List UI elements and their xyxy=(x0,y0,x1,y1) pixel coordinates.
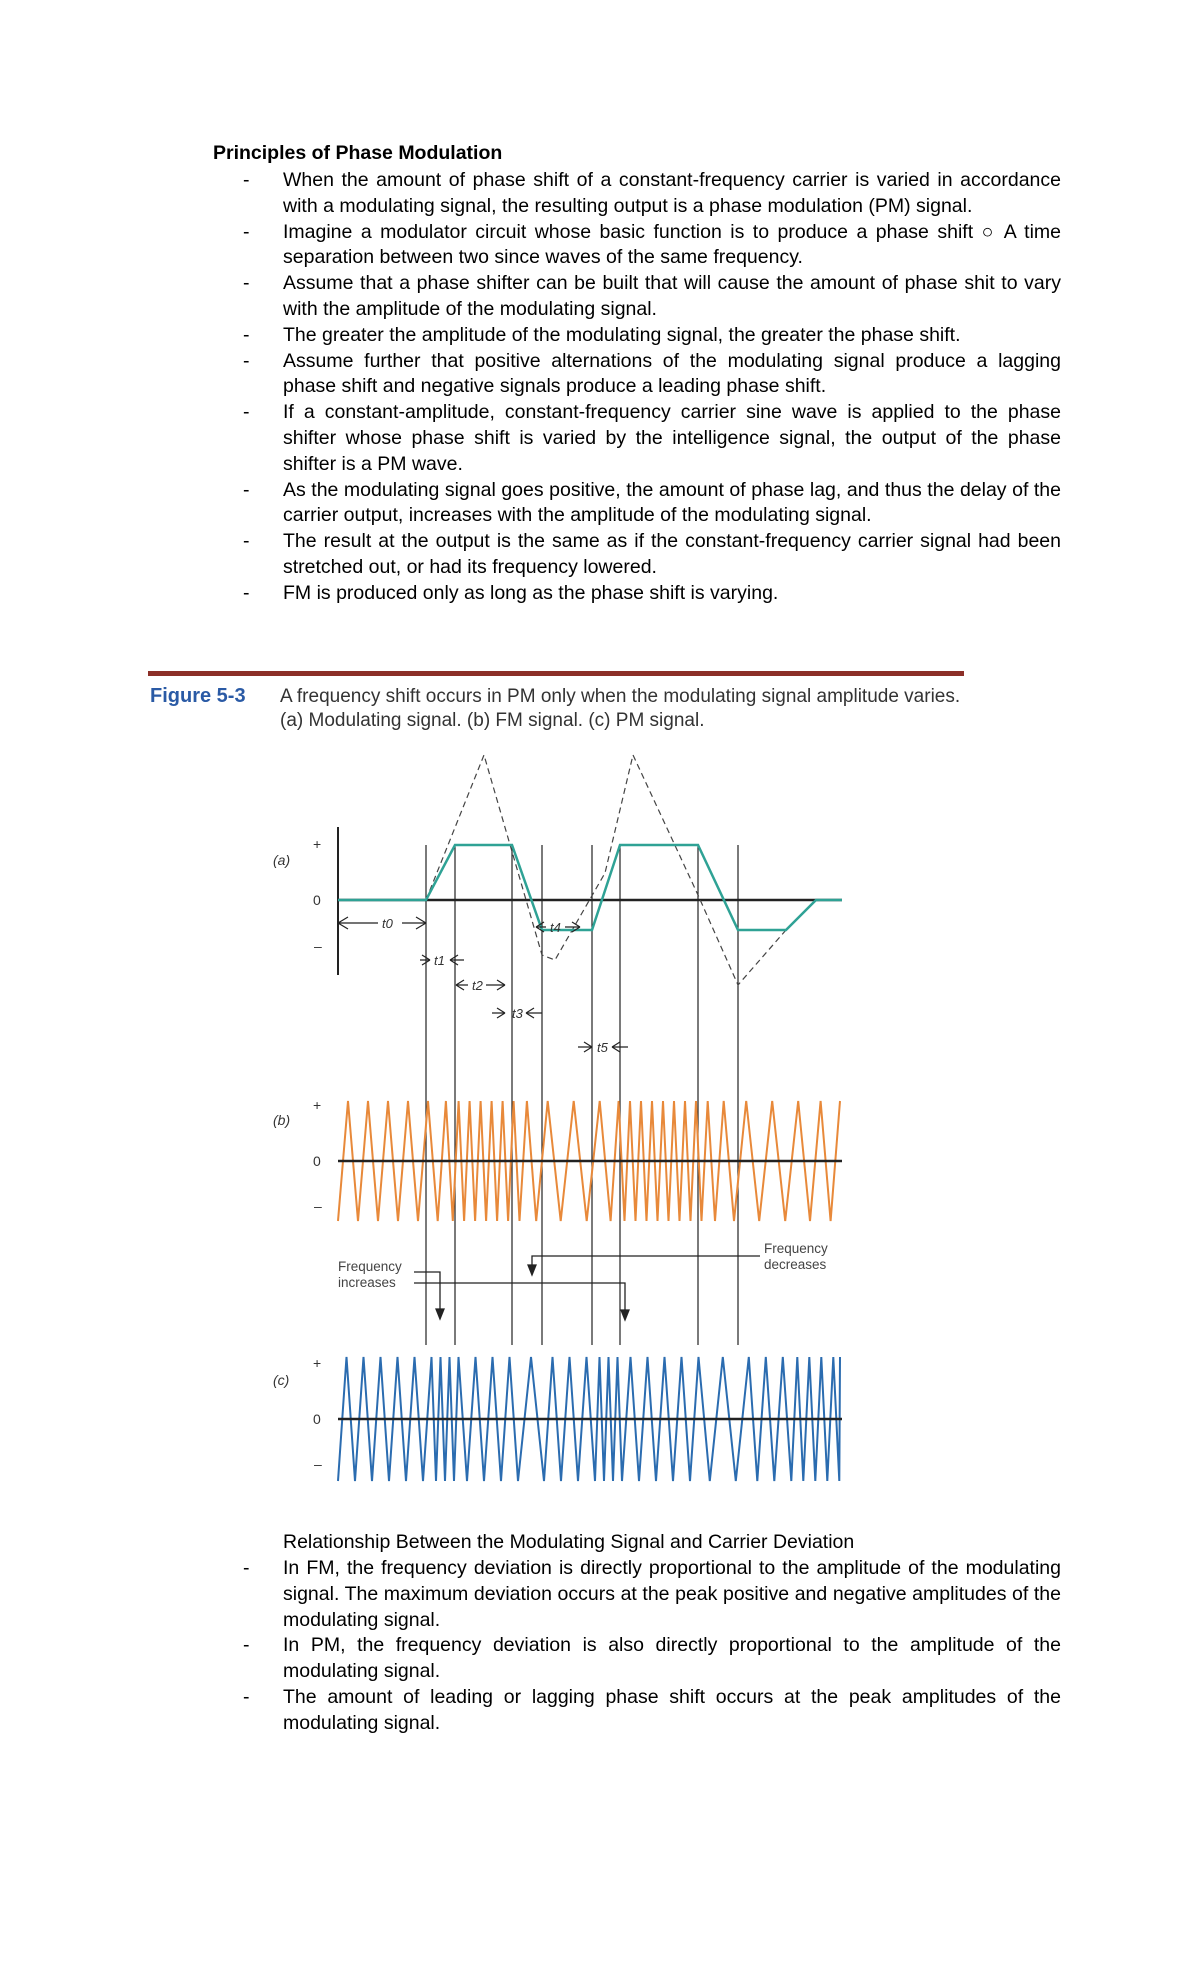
unlimited-modulating-signal xyxy=(426,755,786,985)
time-marker-lines xyxy=(426,845,738,1345)
panel-b-plus: + xyxy=(313,1097,322,1113)
t4-label: t4 xyxy=(550,920,561,935)
freq-increases-label-1: Frequency xyxy=(338,1259,402,1274)
t1-label: t1 xyxy=(434,953,445,968)
figure-5-3-diagram xyxy=(250,745,890,1515)
panel-c-plus: + xyxy=(313,1355,322,1371)
list-item: - If a constant-amplitude, constant-frequency carrier sine wave is applied to the phase shifter whose phase shift is varied by the intelligence signal, the output of the phase shifter is a PM wave. xyxy=(243,401,1061,475)
freq-increases-label-2: increases xyxy=(338,1275,396,1290)
list-item: - In FM, the frequency deviation is directly proportional to the amplitude of the modulating signal. The maximum deviation occurs at the peak positive and negative amplitudes of the modulating signal. xyxy=(243,1557,1061,1631)
freq-decreases-pointers xyxy=(528,1256,760,1275)
list-item: - When the amount of phase shift of a constant-frequency carrier is varied in accordance with a modulating signal, the resulting output is a phase modulation (PM) signal. xyxy=(243,169,1061,217)
section-title: Principles of Phase Modulation xyxy=(213,142,503,164)
t2-label: t2 xyxy=(472,978,483,993)
panel-a-label: (a) xyxy=(273,852,291,868)
principles-list xyxy=(243,168,1061,607)
panel-a-minus: – xyxy=(314,938,322,954)
list-item: - The amount of leading or lagging phase shift occurs at the peak amplitudes of the modulating signal. xyxy=(243,1685,1061,1734)
freq-increases-pointers xyxy=(414,1272,629,1320)
freq-decreases-label-2: decreases xyxy=(764,1257,827,1272)
list-item: - FM is produced only as long as the phase shift is varying. xyxy=(243,581,779,604)
panel-b-zero: 0 xyxy=(313,1153,321,1169)
panel-c-minus: – xyxy=(314,1456,322,1472)
figure-caption: A frequency shift occurs in PM only when the modulating signal amplitude varies. (a) Modulating signal. (b) FM signal. (c) PM signal. xyxy=(280,686,961,731)
panel-b-minus: – xyxy=(314,1198,322,1214)
modulating-signal-trace xyxy=(338,845,842,930)
list-item: - Assume further that positive alternations of the modulating signal produce a lagging phase shift and negative signals produce a leading phase shift. xyxy=(243,349,1061,398)
panel-b-label: (b) xyxy=(273,1112,291,1128)
panel-c-label: (c) xyxy=(273,1372,290,1388)
list-item: - Imagine a modulator circuit whose basic function is to produce a phase shift ○ A time separation between two since waves of the same frequency. xyxy=(243,220,1061,269)
list-item: - Assume that a phase shifter can be built that will cause the amount of phase shit to vary with the amplitude of the modulating signal. xyxy=(243,272,1061,320)
panel-a-plus: + xyxy=(313,836,322,852)
t3-label: t3 xyxy=(512,1006,523,1021)
t0-label: t0 xyxy=(382,916,393,931)
figure-label: Figure 5-3 xyxy=(150,685,246,707)
freq-decreases-label-1: Frequency xyxy=(764,1241,828,1256)
list-item: - The result at the output is the same as if the constant-frequency carrier signal had been stretched out, or had its frequency lowered. xyxy=(243,530,1061,578)
relationship-title: Relationship Between the Modulating Signal and Carrier Deviation xyxy=(283,1531,855,1553)
figure-rule xyxy=(148,671,964,676)
list-item: - In PM, the frequency deviation is also directly proportional to the amplitude of the modulating signal. xyxy=(243,1634,1061,1683)
panel-c-zero: 0 xyxy=(313,1411,321,1427)
panel-a-zero: 0 xyxy=(313,892,321,908)
t5-label: t5 xyxy=(597,1040,608,1055)
list-item: - As the modulating signal goes positive, the amount of phase lag, and thus the delay of the carrier output, increases with the amplitude of the modulating signal. xyxy=(243,478,1061,527)
list-item: - The greater the amplitude of the modulating signal, the greater the phase shift. xyxy=(243,323,961,346)
relationship-list xyxy=(243,1556,1061,1737)
